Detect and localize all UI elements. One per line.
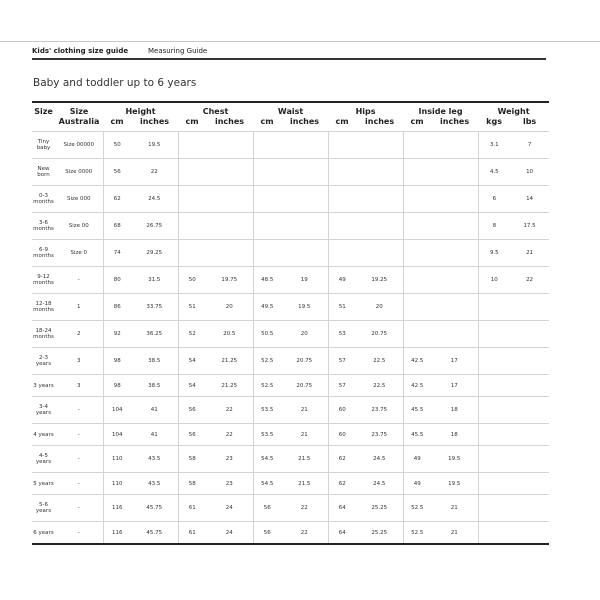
cell-height-inches: 41 — [131, 397, 178, 424]
cell-waist-inches: 20.75 — [281, 348, 328, 375]
cell-size: 5-6 years — [32, 495, 55, 522]
cell-kgs: 3.1 — [478, 132, 510, 159]
cell-lbs — [510, 348, 549, 375]
cell-waist-inches — [281, 159, 328, 186]
cell-chest-cm: 50 — [178, 267, 206, 294]
cell-australia: Size 000 — [55, 186, 103, 213]
cell-hips-cm: 51 — [328, 294, 356, 321]
cell-leg-inches: 19.5 — [431, 473, 478, 495]
cell-chest-cm: 61 — [178, 495, 206, 522]
cell-size: 6 years — [32, 522, 55, 545]
cell-hips-inches: 24.5 — [356, 446, 403, 473]
header-size: Size — [34, 107, 53, 116]
cell-lbs: 10 — [510, 159, 549, 186]
cell-chest-cm — [178, 132, 206, 159]
cell-australia: - — [55, 473, 103, 495]
cell-height-cm: 98 — [103, 348, 131, 375]
cell-lbs — [510, 321, 549, 348]
cell-leg-inches — [431, 186, 478, 213]
cell-height-cm: 68 — [103, 213, 131, 240]
cell-lbs: 7 — [510, 132, 549, 159]
cell-chest-inches: 24 — [206, 522, 253, 545]
cell-height-inches: 41 — [131, 424, 178, 446]
cell-waist-inches: 19.5 — [281, 294, 328, 321]
cell-leg-inches — [431, 240, 478, 267]
cell-kgs — [478, 522, 510, 545]
cell-chest-cm — [178, 213, 206, 240]
cell-australia: - — [55, 522, 103, 545]
cell-chest-inches — [206, 132, 253, 159]
cell-waist-cm: 48.5 — [253, 267, 281, 294]
cell-lbs: 22 — [510, 267, 549, 294]
header-chest-cm: cm — [185, 117, 199, 126]
cell-chest-inches: 22 — [206, 424, 253, 446]
cell-lbs — [510, 473, 549, 495]
cell-chest-inches: 19.75 — [206, 267, 253, 294]
cell-lbs — [510, 446, 549, 473]
cell-australia: - — [55, 424, 103, 446]
cell-hips-inches: 23.75 — [356, 424, 403, 446]
cell-height-cm: 56 — [103, 159, 131, 186]
cell-height-cm: 104 — [103, 424, 131, 446]
cell-hips-inches — [356, 132, 403, 159]
cell-hips-cm: 53 — [328, 321, 356, 348]
cell-leg-cm — [403, 132, 431, 159]
table-row — [32, 186, 549, 213]
cell-chest-inches — [206, 159, 253, 186]
cell-chest-cm: 51 — [178, 294, 206, 321]
header-waist: Waist — [277, 107, 304, 116]
header-hips-cm: cm — [335, 117, 349, 126]
cell-leg-cm: 45.5 — [403, 424, 431, 446]
table-row — [32, 213, 549, 240]
cell-size: 3 years — [32, 375, 55, 397]
cell-size: 12-18 months — [32, 294, 55, 321]
table-row — [32, 321, 549, 348]
cell-chest-inches: 23 — [206, 446, 253, 473]
table-row — [32, 159, 549, 186]
cell-height-cm: 110 — [103, 473, 131, 495]
cell-hips-inches: 22.5 — [356, 375, 403, 397]
cell-leg-cm — [403, 321, 431, 348]
cell-leg-inches: 21 — [431, 495, 478, 522]
cell-waist-cm — [253, 213, 281, 240]
cell-hips-inches: 25.25 — [356, 522, 403, 545]
cell-waist-cm: 49.5 — [253, 294, 281, 321]
cell-waist-cm: 54.5 — [253, 473, 281, 495]
cell-waist-cm — [253, 132, 281, 159]
cell-height-cm: 116 — [103, 522, 131, 545]
table-row — [32, 473, 549, 495]
cell-australia: Size 00 — [55, 213, 103, 240]
header-chest-inches: inches — [214, 117, 245, 126]
cell-leg-inches — [431, 321, 478, 348]
cell-size: 4-5 years — [32, 446, 55, 473]
header-height: Height — [125, 107, 156, 116]
table-row — [32, 348, 549, 375]
cell-height-inches: 29.25 — [131, 240, 178, 267]
cell-chest-inches: 23 — [206, 473, 253, 495]
cell-australia: - — [55, 397, 103, 424]
cell-chest-cm: 56 — [178, 397, 206, 424]
cell-hips-inches — [356, 240, 403, 267]
cell-leg-inches — [431, 213, 478, 240]
cell-waist-inches — [281, 132, 328, 159]
cell-leg-inches: 17 — [431, 375, 478, 397]
cell-height-cm: 62 — [103, 186, 131, 213]
top-divider — [0, 41, 600, 42]
cell-leg-cm: 42.5 — [403, 348, 431, 375]
cell-chest-cm: 52 — [178, 321, 206, 348]
header-waist-inches: inches — [290, 117, 320, 126]
cell-size: 5 years — [32, 473, 55, 495]
cell-chest-cm — [178, 159, 206, 186]
cell-leg-inches — [431, 294, 478, 321]
cell-height-cm: 98 — [103, 375, 131, 397]
cell-height-inches: 36.25 — [131, 321, 178, 348]
cell-chest-inches: 22 — [206, 397, 253, 424]
cell-height-inches: 38.5 — [131, 375, 178, 397]
header-weight: Weight — [497, 107, 530, 116]
cell-size: 18-24 months — [32, 321, 55, 348]
cell-waist-inches: 21 — [281, 397, 328, 424]
cell-waist-cm: 56 — [253, 495, 281, 522]
size-table — [32, 101, 549, 545]
cell-kgs — [478, 348, 510, 375]
cell-height-cm: 110 — [103, 446, 131, 473]
header-inside-leg: Inside leg — [418, 107, 463, 116]
header-height-cm: cm — [110, 117, 124, 126]
cell-waist-inches: 20 — [281, 321, 328, 348]
cell-hips-inches: 20 — [356, 294, 403, 321]
cell-lbs — [510, 397, 549, 424]
cell-height-inches: 43.5 — [131, 473, 178, 495]
cell-hips-inches: 20.75 — [356, 321, 403, 348]
cell-hips-cm: 64 — [328, 495, 356, 522]
cell-kgs — [478, 495, 510, 522]
cell-hips-inches — [356, 159, 403, 186]
cell-size: 0-3 months — [32, 186, 55, 213]
header-height-inches: inches — [139, 117, 170, 126]
cell-chest-inches — [206, 240, 253, 267]
cell-australia: - — [55, 446, 103, 473]
cell-chest-cm: 54 — [178, 375, 206, 397]
cell-waist-inches: 22 — [281, 495, 328, 522]
cell-hips-cm: 62 — [328, 446, 356, 473]
cell-kgs: 4.5 — [478, 159, 510, 186]
cell-kgs — [478, 397, 510, 424]
cell-lbs — [510, 495, 549, 522]
cell-waist-cm — [253, 159, 281, 186]
cell-leg-cm: 49 — [403, 446, 431, 473]
cell-height-cm: 50 — [103, 132, 131, 159]
header-australia: Australia — [58, 117, 100, 126]
cell-kgs — [478, 424, 510, 446]
cell-hips-inches: 24.5 — [356, 473, 403, 495]
cell-height-cm: 74 — [103, 240, 131, 267]
cell-waist-inches — [281, 240, 328, 267]
cell-leg-inches: 21 — [431, 522, 478, 545]
cell-waist-cm: 52.5 — [253, 375, 281, 397]
cell-lbs — [510, 294, 549, 321]
cell-australia: 3 — [55, 348, 103, 375]
tab-bar — [32, 46, 546, 60]
cell-chest-cm — [178, 240, 206, 267]
cell-chest-cm: 54 — [178, 348, 206, 375]
cell-hips-cm — [328, 132, 356, 159]
cell-lbs: 21 — [510, 240, 549, 267]
cell-leg-cm: 42.5 — [403, 375, 431, 397]
cell-leg-cm: 52.5 — [403, 522, 431, 545]
cell-hips-inches — [356, 213, 403, 240]
cell-kgs: 10 — [478, 267, 510, 294]
header-hips-inches: inches — [365, 117, 395, 126]
cell-chest-cm: 58 — [178, 446, 206, 473]
cell-height-cm: 116 — [103, 495, 131, 522]
cell-australia: 1 — [55, 294, 103, 321]
cell-leg-cm: 45.5 — [403, 397, 431, 424]
cell-leg-cm — [403, 267, 431, 294]
header-kgs: kgs — [486, 117, 502, 126]
cell-leg-cm — [403, 186, 431, 213]
cell-waist-inches: 19 — [281, 267, 328, 294]
cell-waist-cm: 53.5 — [253, 424, 281, 446]
cell-waist-cm: 56 — [253, 522, 281, 545]
cell-hips-cm: 62 — [328, 473, 356, 495]
cell-waist-cm — [253, 240, 281, 267]
cell-chest-inches — [206, 213, 253, 240]
cell-height-inches: 43.5 — [131, 446, 178, 473]
cell-size: 3-4 years — [32, 397, 55, 424]
cell-hips-inches: 19.25 — [356, 267, 403, 294]
header-chest: Chest — [202, 107, 229, 116]
cell-height-inches: 31.5 — [131, 267, 178, 294]
cell-leg-inches — [431, 132, 478, 159]
cell-lbs: 17.5 — [510, 213, 549, 240]
cell-chest-inches: 21.25 — [206, 375, 253, 397]
cell-leg-cm — [403, 240, 431, 267]
cell-waist-inches: 21.5 — [281, 446, 328, 473]
header-size-au: Size — [69, 107, 89, 116]
cell-chest-cm: 61 — [178, 522, 206, 545]
cell-chest-inches: 20.5 — [206, 321, 253, 348]
cell-hips-cm: 49 — [328, 267, 356, 294]
cell-height-inches: 38.5 — [131, 348, 178, 375]
cell-hips-inches: 23.75 — [356, 397, 403, 424]
cell-size: 2-3 years — [32, 348, 55, 375]
cell-waist-inches: 22 — [281, 522, 328, 545]
cell-chest-inches: 21.25 — [206, 348, 253, 375]
cell-size: 9-12 months — [32, 267, 55, 294]
cell-australia: - — [55, 495, 103, 522]
cell-hips-cm — [328, 159, 356, 186]
cell-lbs: 14 — [510, 186, 549, 213]
cell-kgs: 9.5 — [478, 240, 510, 267]
cell-hips-cm: 60 — [328, 397, 356, 424]
cell-leg-inches: 19.5 — [431, 446, 478, 473]
cell-hips-cm: 64 — [328, 522, 356, 545]
header-waist-cm: cm — [260, 117, 274, 126]
page-title: Baby and toddler up to 6 years — [33, 77, 197, 89]
cell-chest-cm: 58 — [178, 473, 206, 495]
cell-waist-cm: 53.5 — [253, 397, 281, 424]
cell-waist-inches: 21 — [281, 424, 328, 446]
table-row — [32, 240, 549, 267]
cell-leg-inches — [431, 159, 478, 186]
cell-hips-cm — [328, 186, 356, 213]
cell-leg-cm — [403, 159, 431, 186]
cell-height-cm: 92 — [103, 321, 131, 348]
cell-waist-inches: 20.75 — [281, 375, 328, 397]
cell-hips-cm: 57 — [328, 375, 356, 397]
cell-height-inches: 26.75 — [131, 213, 178, 240]
cell-hips-cm: 60 — [328, 424, 356, 446]
cell-chest-cm — [178, 186, 206, 213]
cell-waist-inches — [281, 186, 328, 213]
cell-size: 6-9 months — [32, 240, 55, 267]
cell-hips-cm — [328, 240, 356, 267]
cell-hips-inches: 25.25 — [356, 495, 403, 522]
cell-waist-cm: 50.5 — [253, 321, 281, 348]
cell-height-inches: 45.75 — [131, 495, 178, 522]
cell-height-cm: 86 — [103, 294, 131, 321]
cell-australia: 2 — [55, 321, 103, 348]
cell-waist-inches — [281, 213, 328, 240]
cell-leg-inches: 17 — [431, 348, 478, 375]
header-row-units — [32, 117, 549, 132]
table-row — [32, 495, 549, 522]
cell-lbs — [510, 375, 549, 397]
cell-hips-cm — [328, 213, 356, 240]
table-row — [32, 446, 549, 473]
cell-hips-inches — [356, 186, 403, 213]
cell-australia: Size 00000 — [55, 132, 103, 159]
cell-lbs — [510, 424, 549, 446]
cell-waist-cm: 52.5 — [253, 348, 281, 375]
cell-hips-cm: 57 — [328, 348, 356, 375]
cell-height-inches: 22 — [131, 159, 178, 186]
cell-hips-inches: 22.5 — [356, 348, 403, 375]
cell-chest-inches: 20 — [206, 294, 253, 321]
cell-height-inches: 45.75 — [131, 522, 178, 545]
header-leg-inches: inches — [440, 117, 470, 126]
cell-leg-cm — [403, 213, 431, 240]
cell-leg-inches: 18 — [431, 424, 478, 446]
header-lbs: lbs — [522, 117, 537, 126]
cell-size: 4 years — [32, 424, 55, 446]
cell-kgs: 8 — [478, 213, 510, 240]
cell-leg-cm: 49 — [403, 473, 431, 495]
cell-size: New born — [32, 159, 55, 186]
table-row — [32, 294, 549, 321]
cell-height-inches: 24.5 — [131, 186, 178, 213]
cell-waist-cm — [253, 186, 281, 213]
cell-australia: 3 — [55, 375, 103, 397]
cell-australia: - — [55, 267, 103, 294]
cell-chest-inches: 24 — [206, 495, 253, 522]
cell-height-cm: 80 — [103, 267, 131, 294]
table-row — [32, 424, 549, 446]
cell-kgs — [478, 294, 510, 321]
table-row — [32, 132, 549, 159]
header-unit-blank — [32, 117, 55, 132]
cell-leg-cm — [403, 294, 431, 321]
cell-leg-inches — [431, 267, 478, 294]
cell-kgs — [478, 375, 510, 397]
cell-kgs — [478, 473, 510, 495]
cell-kgs — [478, 446, 510, 473]
table-row — [32, 397, 549, 424]
cell-size: 3-6 months — [32, 213, 55, 240]
cell-australia: Size 0000 — [55, 159, 103, 186]
table-row — [32, 267, 549, 294]
header-row-groups — [32, 102, 549, 117]
cell-waist-inches: 21.5 — [281, 473, 328, 495]
cell-chest-cm: 56 — [178, 424, 206, 446]
size-table-body — [32, 132, 549, 545]
cell-leg-inches: 18 — [431, 397, 478, 424]
header-leg-cm: cm — [410, 117, 424, 126]
cell-chest-inches — [206, 186, 253, 213]
table-row — [32, 375, 549, 397]
cell-size: Tiny baby — [32, 132, 55, 159]
cell-height-inches: 33.75 — [131, 294, 178, 321]
cell-waist-cm: 54.5 — [253, 446, 281, 473]
cell-height-cm: 104 — [103, 397, 131, 424]
header-hips: Hips — [355, 107, 376, 116]
cell-lbs — [510, 522, 549, 545]
cell-australia: Size 0 — [55, 240, 103, 267]
size-table-container — [32, 101, 546, 545]
cell-leg-cm: 52.5 — [403, 495, 431, 522]
cell-kgs — [478, 321, 510, 348]
tab-measuring-guide[interactable]: Measuring Guide — [148, 47, 208, 55]
table-row — [32, 522, 549, 545]
cell-height-inches: 19.5 — [131, 132, 178, 159]
cell-kgs: 6 — [478, 186, 510, 213]
tab-kids-clothing-size-guide[interactable]: Kids' clothing size guide — [32, 47, 129, 55]
